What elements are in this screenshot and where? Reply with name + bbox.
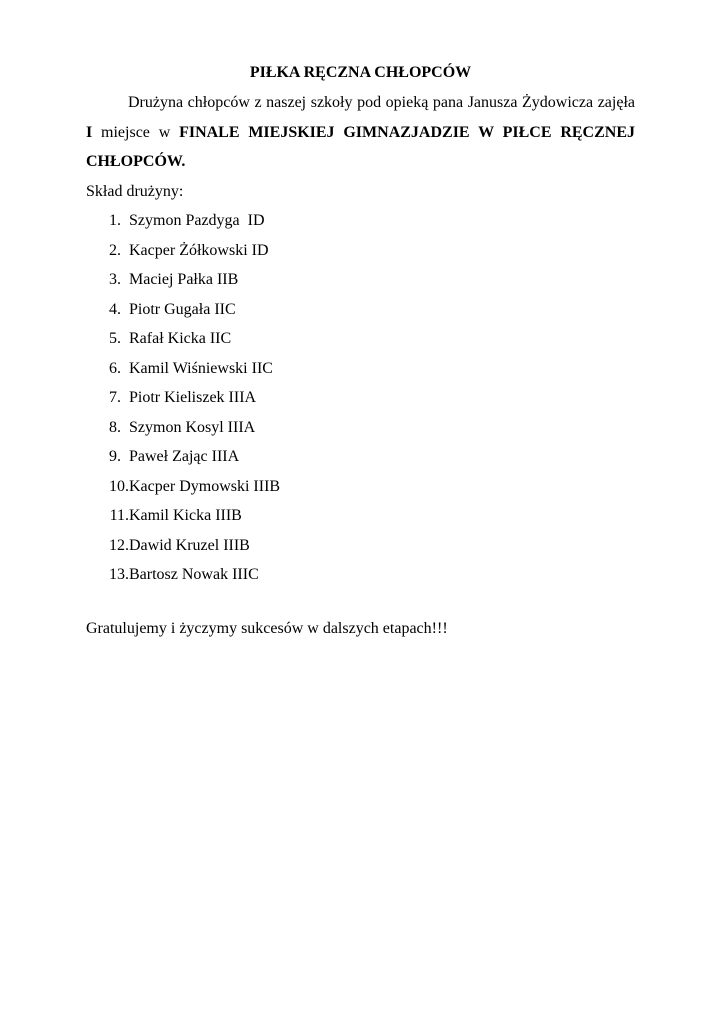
roster-name: Paweł Zając IIIA: [129, 448, 240, 465]
roster-number: 10.: [109, 477, 129, 495]
intro-text-1: Drużyna chłopców z naszej szkoły pod opieką pana Janusza Żydowicza zajęła: [128, 94, 635, 111]
roster-item: [86, 265, 635, 295]
closing-text: Gratulujemy i życzymy sukcesów w dalszych etapach!!!: [86, 619, 448, 637]
roster-number: 7.: [109, 389, 121, 406]
intro-text-2: miejsce w: [92, 123, 180, 141]
roster-name: Rafał Kicka IIC: [129, 330, 232, 347]
roster-number: 3.: [109, 271, 121, 288]
roster-list: [86, 206, 635, 590]
roster-number: 8.: [109, 418, 121, 436]
roster-name: Kacper Żółkowski ID: [129, 241, 269, 259]
roster-name: Szymon Kosyl IIIA: [129, 418, 256, 436]
roster-name: Piotr Gugała IIC: [129, 300, 236, 318]
roster-item: [86, 501, 635, 531]
roster-name: Piotr Kieliszek IIIA: [129, 389, 257, 406]
roster-number: 11.: [109, 507, 129, 524]
intro-paragraph: [86, 88, 635, 177]
document-page: [86, 60, 635, 643]
roster-name: Kamil Kicka IIIB: [129, 507, 242, 524]
roster-item: [86, 531, 635, 561]
squad-label: Skład drużyny:: [86, 182, 184, 200]
roster-name: Szymon Pazdyga ID: [129, 212, 265, 229]
roster-number: 6.: [109, 359, 121, 377]
roster-number: 2.: [109, 241, 121, 259]
roster-item: [86, 295, 635, 325]
roster-item: [86, 560, 635, 590]
roster-item: [86, 206, 635, 236]
document-title: PIŁKA RĘCZNA CHŁOPCÓW: [249, 64, 472, 81]
roster-number: 5.: [109, 330, 121, 347]
roster-item: [86, 472, 635, 502]
roster-name: Dawid Kruzel IIIB: [129, 536, 250, 554]
intro-place: I: [86, 123, 93, 141]
roster-name: Kamil Wiśniewski IIC: [129, 359, 273, 377]
roster-name: Bartosz Nowak IIIC: [129, 566, 259, 583]
roster-number: 1.: [109, 212, 121, 229]
roster-item: [86, 324, 635, 354]
roster-name: Maciej Pałka IIB: [129, 271, 239, 288]
roster-item: [86, 236, 635, 266]
roster-number: 12.: [109, 536, 129, 554]
roster-name: Kacper Dymowski IIIB: [129, 477, 281, 495]
roster-item: [86, 354, 635, 384]
roster-number: 9.: [109, 448, 121, 465]
roster-number: 13.: [109, 566, 129, 583]
roster-item: [86, 442, 635, 472]
intro-event: FINALE MIEJSKIEJ GIMNAZJADZIE W PIŁCE RĘCZNEJ CHŁOPCÓW.: [86, 123, 635, 170]
roster-item: [86, 383, 635, 413]
roster-item: [86, 413, 635, 443]
roster-number: 4.: [109, 300, 121, 318]
